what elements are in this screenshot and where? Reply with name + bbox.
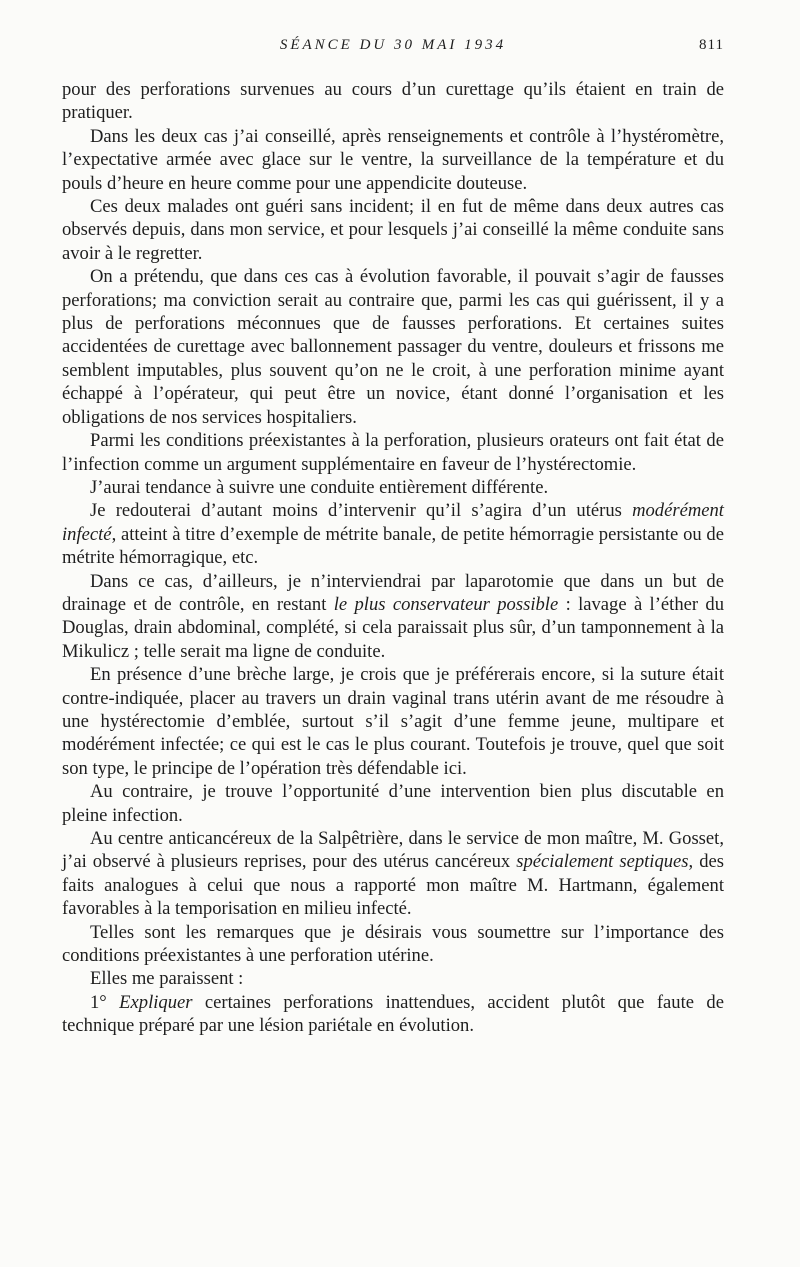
paragraph [62, 265, 724, 429]
paragraph [62, 499, 724, 569]
text-segment: Je redouterai d’autant moins d’intervenir qu’il s’agira d’un utérus [90, 500, 633, 522]
text-segment: Dans ce cas, d’ailleurs, je n’interviendrai par laparotomie que dans un but de drainage et de contrôle, en restant [62, 570, 724, 615]
text-segment: En présence d’une brèche large, je crois que je préférerais encore, si la suture était contre-indiquée, placer au travers un drain vaginal trans utérin avant de me résoudre à une hystérectomie d’emblée, surtout s’il s’agit d’une femme jeune, multipare et modérément infectée; ce qui est le cas le plus courant. Toutefois je trouve, quel que soit son type, le principe de l’opération très défendable ici. [62, 664, 724, 779]
italic-text: modérément infecté [62, 500, 724, 545]
paragraph [62, 827, 724, 921]
paragraph [62, 570, 724, 664]
text-segment: certaines perforations inattendues, accident plutôt que faute de technique préparé par une lésion pariétale en évolution. [62, 991, 724, 1037]
text-segment: 1° [90, 991, 120, 1013]
italic-text: spécialement septiques [516, 851, 689, 873]
text-segment: Au contraire, je trouve l’opportunité d’une intervention bien plus discutable en pleine infection. [62, 781, 724, 826]
paragraph [62, 78, 724, 125]
text-segment: , des faits analogues à celui que nous a rapporté mon maître M. Hartmann, également favorables à la temporisation en milieu infecté. [62, 851, 724, 920]
text-segment: J’aurai tendance à suivre une conduite entièrement différente. [90, 476, 549, 498]
paragraph [62, 429, 724, 476]
text-segment: pour des perforations survenues au cours d’un curettage qu’ils étaient en train de pratiquer. [62, 79, 724, 124]
italic-text: Expliquer [119, 991, 193, 1013]
text-segment: Dans les deux cas j’ai conseillé, après renseignements et contrôle à l’hystéromètre, l’expectative armée avec glace sur le ventre, la surveillance de la température et du pouls d’heure en heure comme pour une appendicite douteuse. [62, 125, 724, 194]
text-segment: Au centre anticancéreux de la Salpêtrière, dans le service de mon maître, M. Gosset, j’ai observé à plusieurs reprises, pour des utérus cancéreux [62, 828, 724, 873]
paragraph [62, 967, 724, 990]
header-title: SÉANCE DU 30 MAI 1934 [279, 37, 507, 53]
paragraph [62, 991, 724, 1038]
paragraph [62, 921, 724, 968]
paragraph [62, 663, 724, 780]
text-segment: Telles sont les remarques que je désirais vous soumettre sur l’importance des conditions préexistantes à une perforation utérine. [62, 921, 724, 967]
text-segment: Parmi les conditions préexistantes à la perforation, plusieurs orateurs ont fait état de l’infection comme un argument supplémentaire en faveur de l’hystérectomie. [62, 430, 724, 475]
paragraph [62, 125, 724, 195]
page-number: 811 [699, 37, 724, 53]
text-segment: : lavage à l’éther du Douglas, drain abdominal, complété, si cela paraissait plus sûr, d’un tamponnement à la Mikulicz ; telle serait ma ligne de conduite. [62, 593, 724, 662]
text-segment: On a prétendu, que dans ces cas à évolution favorable, il pouvait s’agir de fausses perforations; ma conviction serait au contraire que, parmi les cas qui guérissent, il y a plus de perforations méconnues que de fausses perforations. Et certaines suites accidentées de curettage avec ballonnement passager du ventre, douleurs et frissons me semblent imputables, plus souvent qu’on ne le croit, à une perforation minime ayant échappé à l’opérateur, qui peut être un novice, étant donné l’organisation et les obligations de nos services hospitaliers. [62, 266, 724, 428]
text-segment: Elles me paraissent : [90, 968, 244, 990]
body-text [62, 78, 724, 1038]
text-segment: , atteint à titre d’exemple de métrite banale, de petite hémorragie persistante ou de métrite hémorragique, etc. [62, 523, 724, 569]
running-header [62, 37, 724, 59]
text-segment: Ces deux malades ont guéri sans incident; il en fut de même dans deux autres cas observés depuis, dans mon service, et pour lesquels j’ai conseillé la même conduite sans avoir à le regretter. [62, 196, 724, 264]
italic-text: le plus conservateur possible [333, 593, 559, 615]
paragraph [62, 780, 724, 827]
paragraph [62, 476, 724, 499]
paragraph [62, 195, 724, 265]
